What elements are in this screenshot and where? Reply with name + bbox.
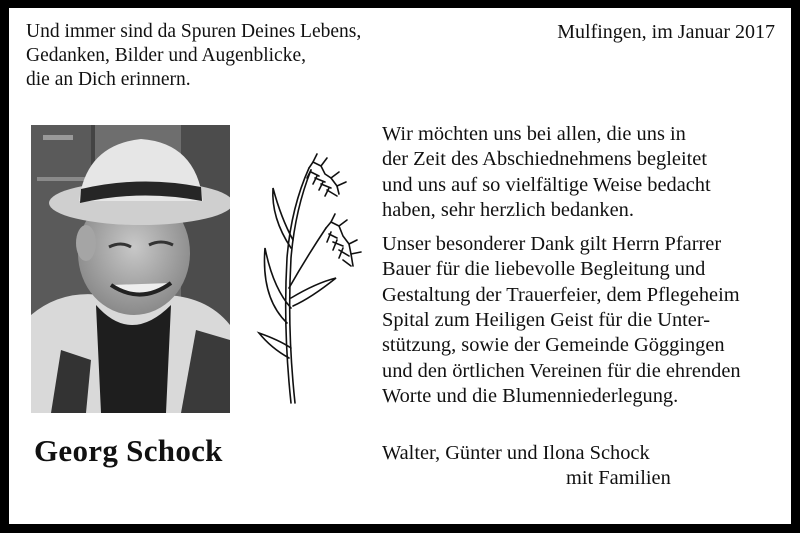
motto-line: die an Dich erinnern.: [26, 69, 191, 90]
text-line: haben, sehr herzlich bedanken.: [382, 198, 634, 221]
text-line: der Zeit des Abschiednehmens begleitet: [382, 148, 708, 171]
deceased-name: Georg Schock: [34, 433, 223, 468]
signature: [382, 441, 671, 492]
wheat-stalk-icon: [251, 148, 366, 408]
place-date: Mulfingen, im Januar 2017: [557, 21, 775, 43]
thank-you-text: [382, 122, 782, 409]
portrait-photo: [31, 125, 230, 413]
thanks-paragraph-1: [382, 122, 782, 223]
text-line: Worte und die Blumenniederlegung.: [382, 384, 679, 407]
obituary-card: [9, 8, 791, 524]
signature-families: mit Familien: [566, 467, 671, 490]
signature-names: Walter, Günter und Ilona Schock: [382, 442, 650, 464]
text-line: und uns auf so vielfältige Weise bedacht: [382, 173, 711, 196]
thanks-paragraph-2: [382, 232, 782, 409]
text-line: und den örtlichen Vereinen für die ehrenden: [382, 359, 741, 382]
text-line: Spital zum Heiligen Geist für die Unter-: [382, 309, 711, 332]
text-line: Bauer für die liebevolle Begleitung und: [382, 258, 706, 281]
motto-line: Und immer sind da Spuren Deines Lebens,: [26, 21, 362, 42]
motto-line: Gedanken, Bilder und Augenblicke,: [26, 45, 306, 66]
motto-text: [26, 20, 361, 92]
text-line: Wir möchten uns bei allen, die uns in: [382, 123, 686, 145]
text-line: stützung, sowie der Gemeinde Göggingen: [382, 334, 725, 357]
portrait-image: [31, 125, 230, 413]
text-line: Unser besonderer Dank gilt Herrn Pfarrer: [382, 233, 722, 256]
text-line: Gestaltung der Trauerfeier, dem Pflegeheim: [382, 283, 740, 306]
